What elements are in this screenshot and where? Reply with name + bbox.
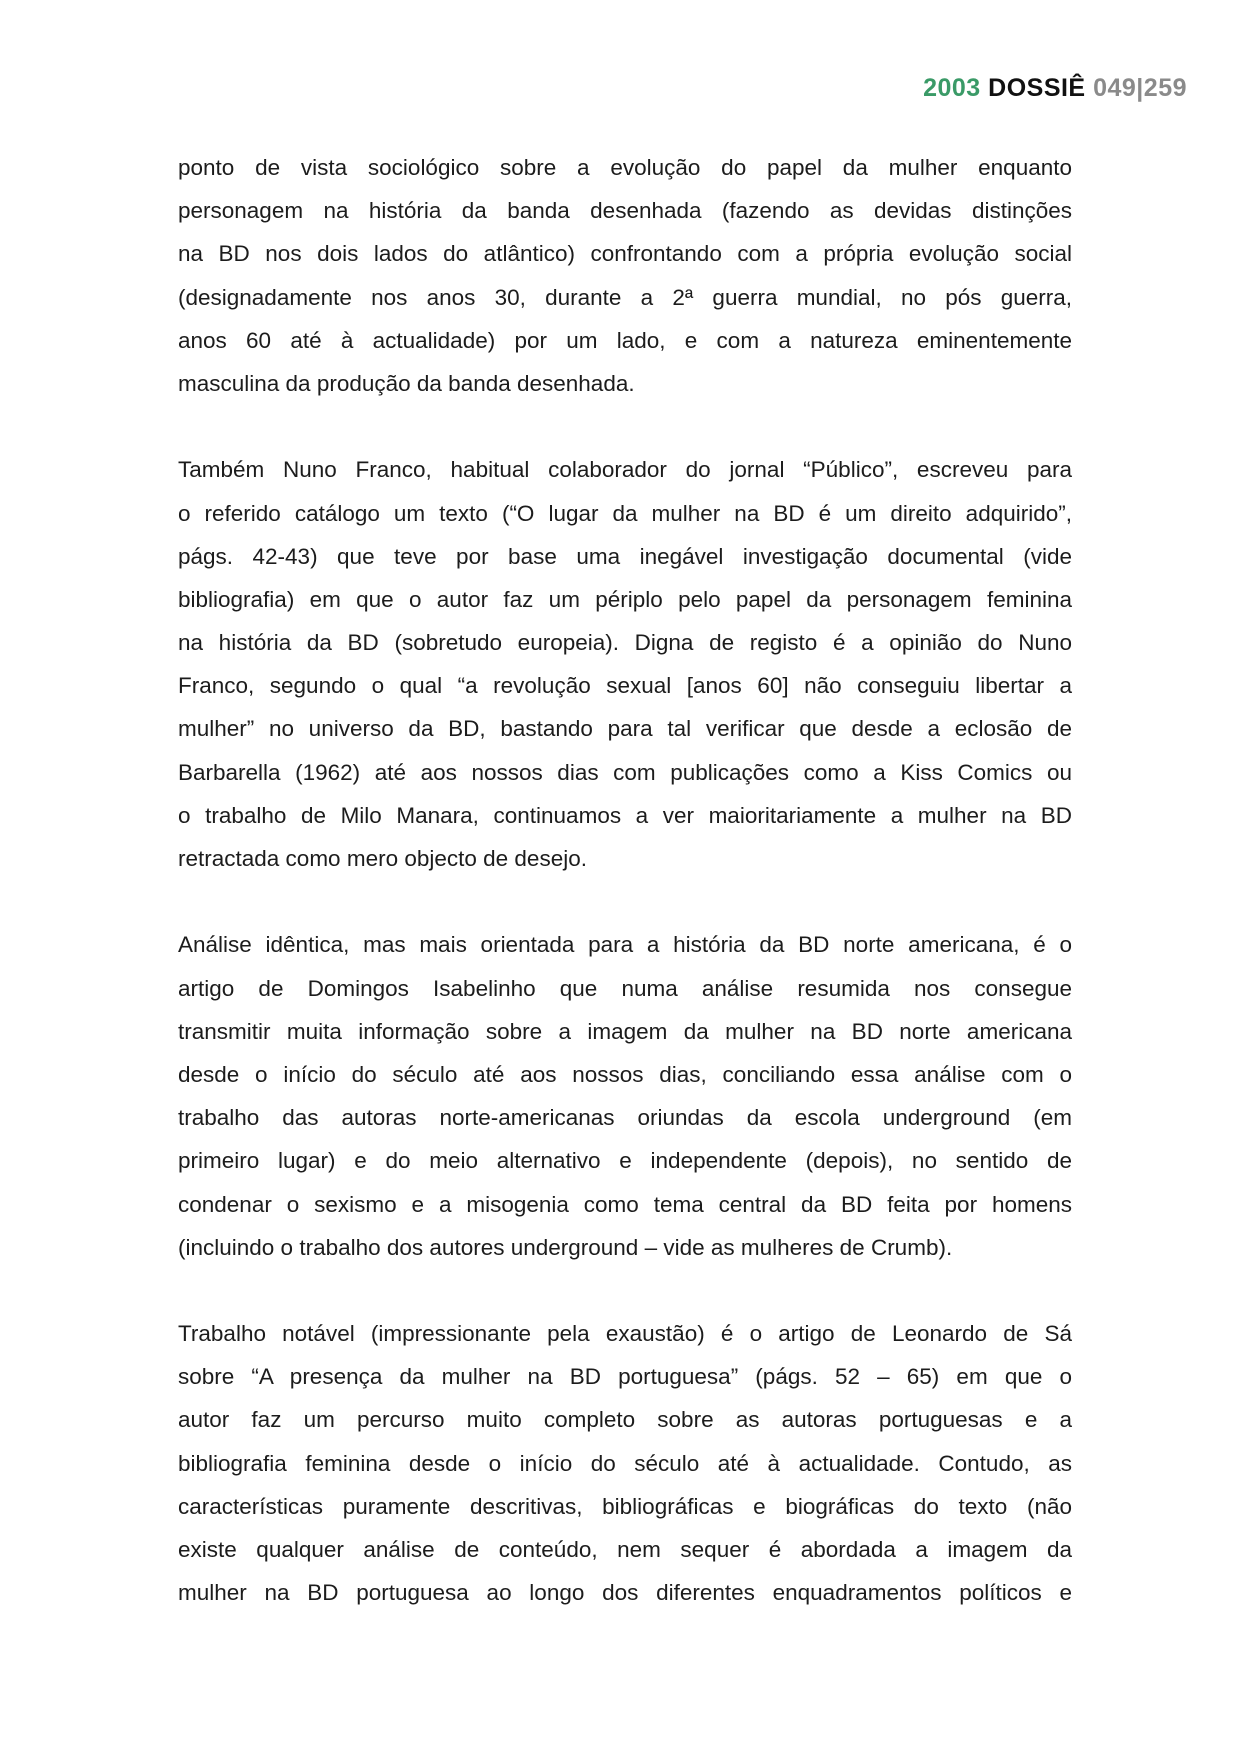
text-line: existe qualquer análise de conteúdo, nem sequer é abordada a imagem da	[178, 1537, 1072, 1562]
text-line: sobre “A presença da mulher na BD portuguesa” (págs. 52 – 65) em que o	[178, 1364, 1072, 1390]
paragraph	[178, 146, 1072, 405]
text-line: desde o início do século até aos nossos dias, conciliando essa análise com o	[178, 1061, 1072, 1087]
text-line: características puramente descritivas, bibliográficas e biográficas do texto (não	[178, 1493, 1072, 1519]
header-year: 2003	[923, 74, 981, 102]
text-line: anos 60 até à actualidade) por um lado, e com a natureza eminentemente	[178, 327, 1072, 353]
text-line: masculina da produção da banda desenhada.	[178, 370, 635, 396]
text-line: págs. 42-43) que teve por base uma inegável investigação documental (vide	[178, 543, 1072, 569]
text-line: na BD nos dois lados do atlântico) confrontando com a própria evolução social	[178, 241, 1072, 267]
text-line: o trabalho de Milo Manara, continuamos a ver maioritariamente a mulher na BD	[178, 802, 1072, 828]
text-line: transmitir muita informação sobre a imagem da mulher na BD norte americana	[178, 1018, 1072, 1044]
header-title: DOSSIÊ	[988, 74, 1086, 102]
text-line: na história da BD (sobretudo europeia). Digna de registo é a opinião do Nuno	[178, 630, 1072, 656]
text-line: Análise idêntica, mas mais orientada para a história da BD norte americana, é o	[178, 932, 1072, 958]
text-line: (designadamente nos anos 30, durante a 2ª guerra mundial, no pós guerra,	[178, 284, 1072, 310]
paragraph	[178, 923, 1072, 1269]
paragraph	[178, 448, 1072, 880]
text-line: Barbarella (1962) até aos nossos dias com publicações como a Kiss Comics ou	[178, 759, 1072, 785]
page-header	[923, 74, 1187, 103]
text-line: condenar o sexismo e a misogenia como tema central da BD feita por homens	[178, 1191, 1072, 1217]
text-line: primeiro lugar) e do meio alternativo e independente (depois), no sentido de	[178, 1148, 1072, 1174]
text-line: retractada como mero objecto de desejo.	[178, 846, 587, 871]
text-line: o referido catálogo um texto (“O lugar da mulher na BD é um direito adquirido”,	[178, 500, 1072, 526]
text-line: autor faz um percurso muito completo sobre as autoras portuguesas e a	[178, 1407, 1072, 1433]
text-line: artigo de Domingos Isabelinho que numa análise resumida nos consegue	[178, 975, 1072, 1001]
paragraph	[178, 1312, 1072, 1614]
text-line: trabalho das autoras norte-americanas oriundas da escola underground (em	[178, 1105, 1072, 1131]
text-line: Franco, segundo o qual “a revolução sexual [anos 60] não conseguiu libertar a	[178, 673, 1072, 699]
text-line: (incluindo o trabalho dos autores underground – vide as mulheres de Crumb).	[178, 1234, 953, 1260]
text-line: bibliografia) em que o autor faz um périplo pelo papel da personagem feminina	[178, 586, 1072, 612]
text-line: Trabalho notável (impressionante pela exaustão) é o artigo de Leonardo de Sá	[178, 1321, 1072, 1347]
document-body	[178, 146, 1072, 1658]
text-line: mulher” no universo da BD, bastando para tal verificar que desde a eclosão de	[178, 716, 1072, 742]
text-line: ponto de vista sociológico sobre a evolução do papel da mulher enquanto	[178, 155, 1072, 180]
text-line: bibliografia feminina desde o início do século até à actualidade. Contudo, as	[178, 1450, 1072, 1476]
text-line: Também Nuno Franco, habitual colaborador do jornal “Público”, escreveu para	[178, 457, 1072, 483]
text-line: personagem na história da banda desenhada (fazendo as devidas distinções	[178, 198, 1072, 224]
text-line: mulher na BD portuguesa ao longo dos diferentes enquadramentos políticos e	[178, 1580, 1072, 1606]
page-number: 049|259	[1093, 74, 1187, 102]
